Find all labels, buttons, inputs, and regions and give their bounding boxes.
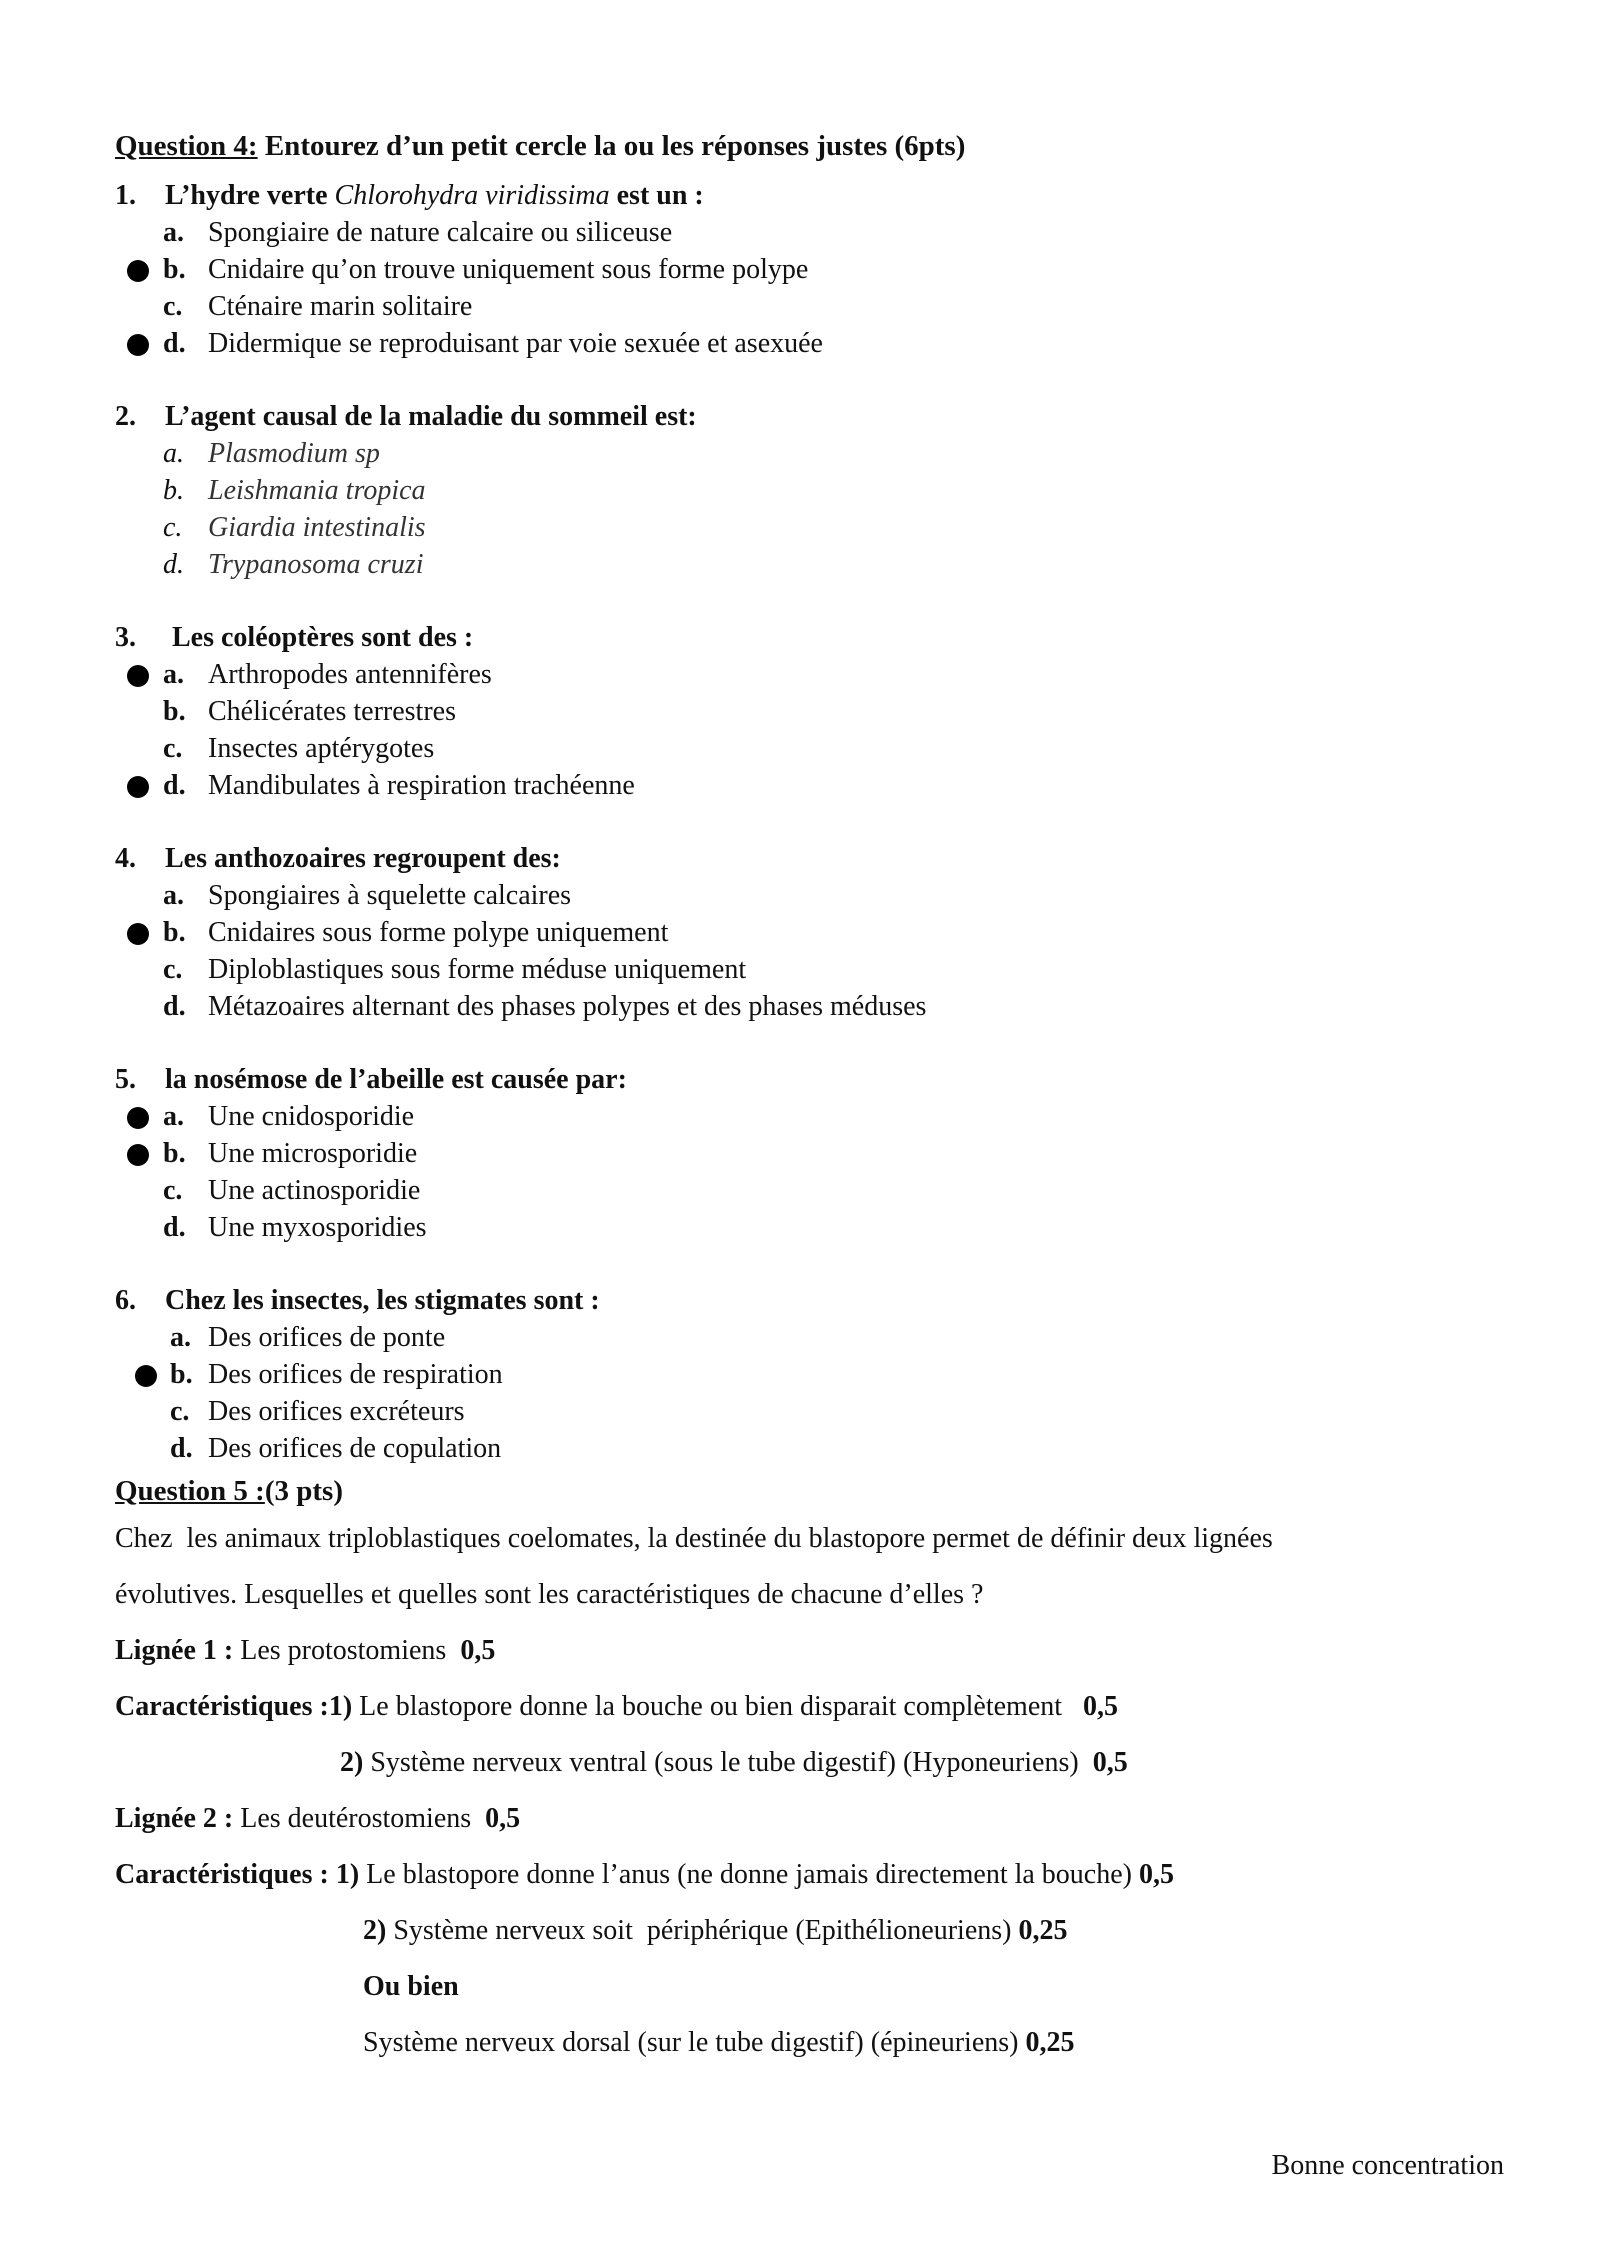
mcq-item-2 (115, 398, 1515, 583)
mcq-title-text: Chez les insectes, les stigmates sont : (165, 1284, 600, 1316)
option-letter: d. (163, 327, 186, 359)
item-text: Le blastopore donne la bouche ou bien disparait complètement (352, 1691, 1084, 1722)
mcq-item-3 (115, 619, 1515, 804)
mcq-option[interactable] (115, 214, 1515, 251)
option-text: Didermique se reproduisant par voie sexuée et asexuée (208, 327, 823, 359)
mcq-option[interactable] (115, 472, 1515, 509)
mcq-title-post: est un : (609, 179, 704, 211)
caracteristiques-2-item-3 (115, 2015, 1515, 2071)
mcq-option[interactable] (115, 1430, 1515, 1467)
option-letter: b. (163, 474, 184, 506)
option-text: Insectes aptérygotes (208, 732, 435, 764)
answer-mark-dot (127, 1107, 149, 1129)
question-5-label: Question 5 : (115, 1474, 265, 1507)
option-text: Spongiaires à squelette calcaires (208, 879, 572, 911)
mcq-option[interactable] (115, 730, 1515, 767)
mcq-number: 1. (115, 179, 136, 211)
lignee-1-label: Lignée 1 : (115, 1635, 234, 1666)
item-points: 0,5 (1139, 1859, 1174, 1890)
answer-mark-dot (127, 260, 149, 282)
item-points: 0,25 (1018, 1915, 1068, 1946)
item-number: 1) (335, 1859, 360, 1890)
mcq-item-5 (115, 1061, 1515, 1246)
option-text: Une actinosporidie (208, 1174, 421, 1206)
option-text: Une microsporidie (208, 1137, 418, 1169)
mcq-option[interactable] (115, 288, 1515, 325)
option-letter: b. (170, 1358, 193, 1390)
mcq-title (115, 1061, 1515, 1098)
answer-mark-dot (135, 1365, 157, 1387)
option-text: Chélicérates terrestres (208, 695, 456, 727)
mcq-title (115, 398, 1515, 435)
ou-bien: Ou bien (363, 1971, 459, 2002)
mcq-number: 4. (115, 842, 136, 874)
mcq-title (115, 1282, 1515, 1319)
lignee-1-line (115, 1623, 1515, 1679)
option-letter: d. (170, 1432, 193, 1464)
item-text: Système nerveux soit périphérique (Epithélioneuriens) (386, 1915, 1019, 1946)
option-letter: a. (163, 658, 184, 690)
option-text: Diploblastiques sous forme méduse uniquement (208, 953, 747, 985)
question-5-points: (3 pts) (264, 1474, 343, 1507)
option-text: Métazoaires alternant des phases polypes et des phases méduses (208, 990, 927, 1022)
option-text: Une myxosporidies (208, 1211, 427, 1243)
mcq-title-text: L’agent causal de la maladie du sommeil est: (165, 400, 697, 432)
option-letter: a. (163, 437, 184, 469)
mcq-option[interactable] (115, 509, 1515, 546)
option-text: Mandibulates à respiration trachéenne (208, 769, 635, 801)
option-text: Trypanosoma cruzi (208, 548, 424, 580)
closing-note: Bonne concentration (1271, 2150, 1504, 2181)
option-letter: d. (163, 990, 186, 1022)
caracteristiques-2-item-2 (115, 1903, 1515, 1959)
mcq-number: 3. (115, 621, 136, 653)
option-letter: b. (163, 1137, 186, 1169)
option-text: Des orifices excréteurs (208, 1395, 465, 1427)
caracteristiques-1-line (115, 1679, 1515, 1735)
mcq-title-text: Les anthozoaires regroupent des: (165, 842, 561, 874)
option-letter: b. (163, 695, 186, 727)
mcq-number: 6. (115, 1284, 136, 1316)
mcq-option[interactable] (115, 1098, 1515, 1135)
option-text: Cnidaire qu’on trouve uniquement sous forme polype (208, 253, 809, 285)
answer-mark-dot (127, 334, 149, 356)
caracteristiques-2-line (115, 1847, 1515, 1903)
mcq-item-6 (115, 1282, 1515, 1467)
mcq-option[interactable] (115, 1393, 1515, 1430)
item-points: 0,5 (1083, 1691, 1119, 1722)
exam-page (115, 130, 1515, 2071)
item-points: 0,5 (1092, 1747, 1128, 1778)
mcq-option[interactable] (115, 1135, 1515, 1172)
option-text: Spongiaire de nature calcaire ou siliceuse (208, 216, 673, 248)
option-text: Leishmania tropica (208, 474, 426, 506)
lignee-2-line (115, 1791, 1515, 1847)
question-5-prompt-line-2: évolutives. Lesquelles et quelles sont les caractéristiques de chacune d’elles ? (115, 1579, 984, 1610)
mcq-option[interactable] (115, 546, 1515, 583)
item-number: 2) (363, 1915, 387, 1946)
option-text: Plasmodium sp (208, 437, 380, 469)
option-letter: d. (163, 769, 186, 801)
option-letter: d. (163, 1211, 186, 1243)
option-letter: d. (163, 548, 184, 580)
mcq-option[interactable] (115, 1209, 1515, 1246)
mcq-option[interactable] (115, 877, 1515, 914)
option-letter: c. (163, 511, 183, 543)
mcq-option[interactable] (115, 325, 1515, 362)
answer-mark-dot (127, 923, 149, 945)
item-number: 2) (340, 1747, 364, 1778)
item-text: Le blastopore donne l’anus (ne donne jamais directement la bouche) (359, 1859, 1139, 1890)
question-4-instruction: Entourez d’un petit cercle la ou les réponses justes (6pts) (257, 130, 966, 162)
caracteristiques-1-item-2 (115, 1735, 1515, 1791)
mcq-option[interactable] (115, 656, 1515, 693)
option-letter: a. (163, 216, 184, 248)
mcq-option[interactable] (115, 767, 1515, 804)
option-text: Cnidaires sous forme polype uniquement (208, 916, 669, 948)
lignee-2-points: 0,5 (485, 1803, 521, 1834)
option-letter: b. (163, 253, 186, 285)
item-number: 1) (328, 1691, 353, 1722)
option-text: Giardia intestinalis (208, 511, 426, 543)
option-letter: a. (163, 1100, 184, 1132)
mcq-option[interactable] (115, 988, 1515, 1025)
question-5-prompt-line-1: Chez les animaux triploblastiques coelomates, la destinée du blastopore permet de définir deux lignées (115, 1523, 1273, 1554)
lignee-1-points: 0,5 (460, 1635, 496, 1666)
option-text: Des orifices de copulation (208, 1432, 502, 1464)
caracteristiques-2-label: Caractéristiques : (115, 1859, 336, 1890)
mcq-option[interactable] (115, 693, 1515, 730)
option-text: Des orifices de respiration (208, 1358, 503, 1390)
item-points: 0,25 (1025, 2027, 1075, 2058)
option-letter: c. (163, 732, 183, 764)
option-letter: c. (170, 1395, 190, 1427)
answer-mark-dot (127, 776, 149, 798)
mcq-title (115, 177, 1515, 214)
mcq-option[interactable] (115, 435, 1515, 472)
species-name: Chlorohydra viridissima (334, 179, 610, 211)
mcq-number: 2. (115, 400, 136, 432)
answer-mark-dot (127, 1144, 149, 1166)
mcq-option[interactable] (115, 951, 1515, 988)
lignee-2-text: Les deutérostomiens (233, 1803, 486, 1834)
answer-mark-dot (127, 665, 149, 687)
mcq-number: 5. (115, 1063, 136, 1095)
option-text: Arthropodes antennifères (208, 658, 492, 690)
option-letter: a. (170, 1321, 191, 1353)
lignee-1-text: Les protostomiens (233, 1635, 461, 1666)
mcq-option[interactable] (115, 1319, 1515, 1356)
question-4-label: Question 4: (115, 130, 258, 162)
mcq-item-4 (115, 840, 1515, 1025)
option-text: Des orifices de ponte (208, 1321, 446, 1353)
item-text: Système nerveux dorsal (sur le tube digestif) (épineuriens) (363, 2027, 1026, 2058)
mcq-option[interactable] (115, 914, 1515, 951)
item-text: Système nerveux ventral (sous le tube digestif) (Hyponeuriens) (363, 1747, 1093, 1778)
option-text: Cténaire marin solitaire (208, 290, 473, 322)
mcq-title-text (165, 180, 704, 212)
mcq-title-text: Les coléoptères sont des : (172, 621, 474, 653)
mcq-option[interactable] (115, 1356, 1515, 1393)
mcq-title (115, 840, 1515, 877)
option-letter: c. (163, 953, 183, 985)
option-text: Une cnidosporidie (208, 1100, 415, 1132)
mcq-option[interactable] (115, 1172, 1515, 1209)
mcq-title (115, 619, 1515, 656)
option-letter: b. (163, 916, 186, 948)
mcq-title-text: la nosémose de l’abeille est causée par: (165, 1063, 627, 1095)
option-letter: a. (163, 879, 184, 911)
question-4-header (115, 130, 1515, 163)
lignee-2-label: Lignée 2 : (115, 1803, 234, 1834)
option-letter: c. (163, 1174, 183, 1206)
mcq-option[interactable] (115, 251, 1515, 288)
option-letter: c. (163, 290, 183, 322)
question-5-header (115, 1471, 1515, 1511)
mcq-item-1 (115, 177, 1515, 362)
caracteristiques-1-label: Caractéristiques : (115, 1691, 329, 1722)
mcq-title-pre: L’hydre verte (165, 179, 335, 211)
